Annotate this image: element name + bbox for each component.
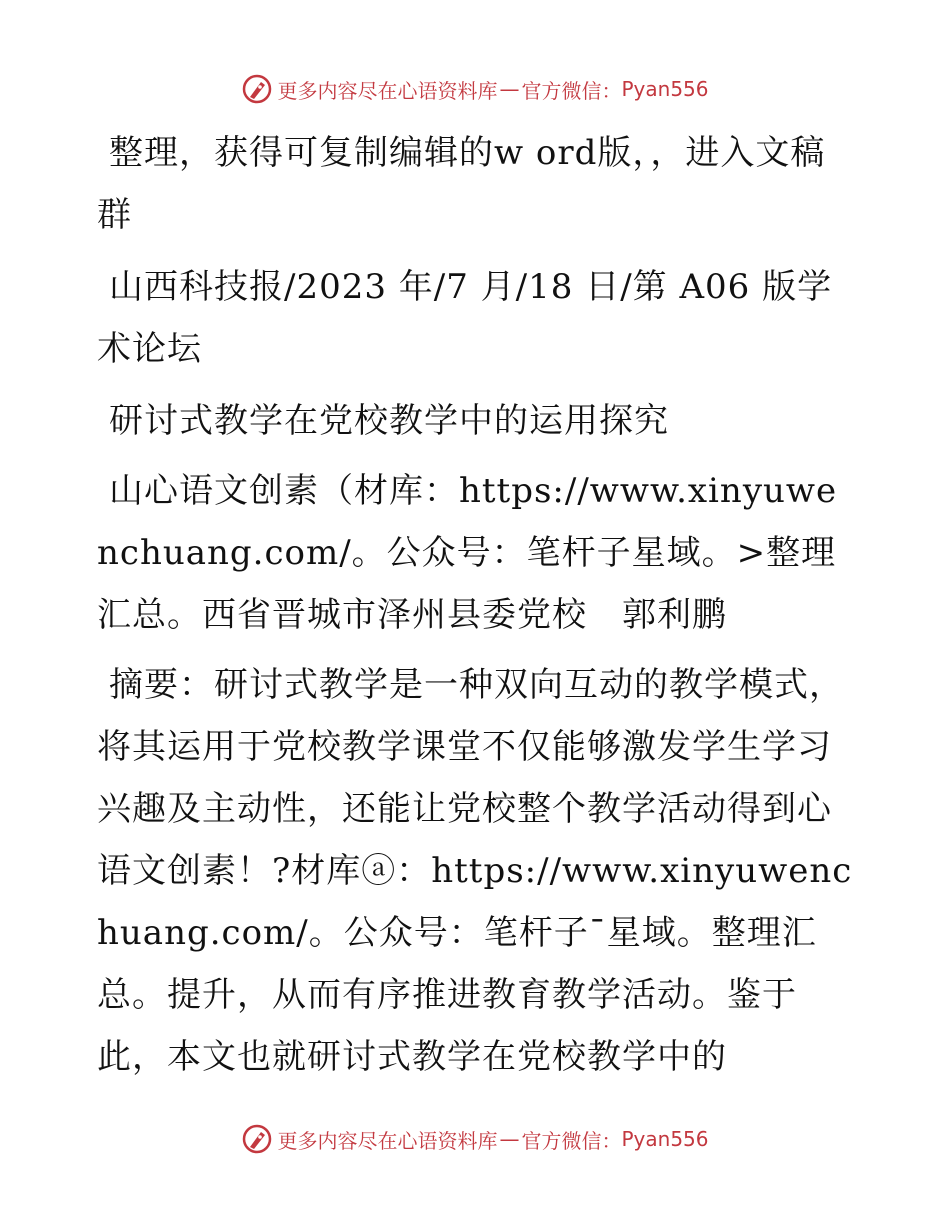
banner-wechat-id: Pyan556 bbox=[621, 77, 709, 101]
paragraph-source: 山西科技报/2023 年/7 月/18 日/第 A06 版学术论坛 bbox=[97, 267, 833, 369]
document-body bbox=[97, 122, 857, 1088]
banner-separator: — bbox=[499, 1127, 520, 1151]
banner-separator: — bbox=[499, 77, 520, 101]
banner-suffix: 官方微信： bbox=[521, 1128, 622, 1153]
banner-wechat-id: Pyan556 bbox=[621, 1127, 709, 1151]
paragraph-author: 山心语文创素（材库：https://www.xinyuwenchuang.com/。公众号：笔杆子星域。>整理汇总。西省晋城市泽州县委党校 郭利鹏 bbox=[97, 471, 838, 635]
paragraph-title: 研讨式教学在党校教学中的运用探究 bbox=[109, 401, 669, 441]
banner-text: 更多内容尽在心语资料库 bbox=[277, 78, 498, 103]
banner-text: 更多内容尽在心语资料库 bbox=[277, 1128, 498, 1153]
footer-watermark-banner bbox=[0, 1122, 950, 1156]
header-watermark-banner bbox=[0, 72, 950, 106]
paragraph-abstract: 摘要：研讨式教学是一种双向互动的教学模式，将其运用于党校教学课堂不仅能够激发学生学习兴趣及主动性，还能让党校整个教学活动得到心语文创素！?材库ⓐ：https://www.xinyuwenchuang.com/。公众号：笔杆子¯星域。整理汇总。提升，从而有序推进教育教学活动。鉴于此，本文也就研讨式教学在党校教学中的 bbox=[97, 665, 853, 1077]
pen-nib-logo-icon bbox=[241, 73, 273, 105]
paragraph-intro: 整理，获得可复制编辑的w ord版，，进入文稿群 bbox=[97, 133, 826, 235]
pen-nib-logo-icon bbox=[241, 1123, 273, 1155]
banner-suffix: 官方微信： bbox=[521, 78, 622, 103]
